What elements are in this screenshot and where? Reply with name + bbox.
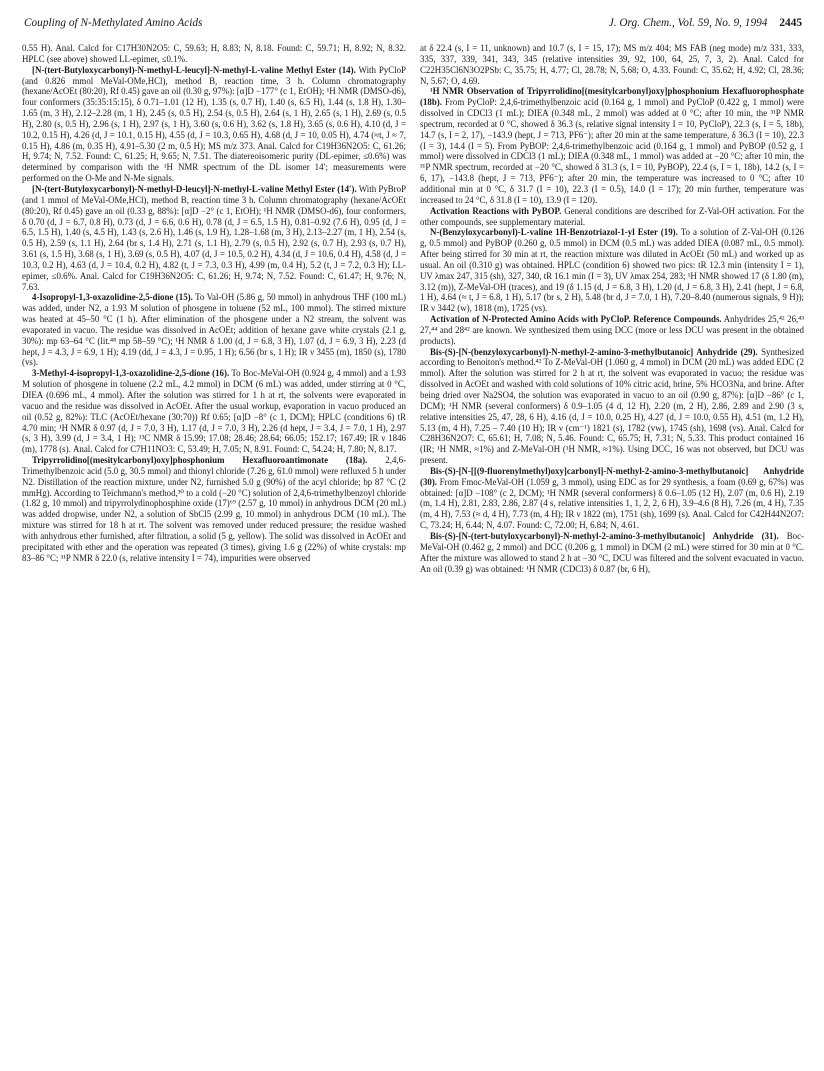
paragraph xyxy=(420,347,804,466)
paragraph-text: From PyCloP: 2,4,6-trimethylbenzoic acid (0.164 g, 1 mmol) and PyCloP (0.422 g, 1 mmol) were dissolved in CDCl3 (1 mL); DIEA (0.348 mL, 2 mmol) was added at 0 °C; after 10 min, the ³¹P NMR spectrum, recorded at 0 °C, showed δ 36.3 (s, relative signal intensity I = 10, PyCloP), 22.3 (s, I = 5, 18b), 14.7 (s, I = 2, 17), −143.9 (hept, J = 713, PF6⁻); after 20 min at the same temperature, δ 36.3 (I = 10), 22.3 (I = 3), 14.4 (I = 5). From PyBOP: 2,4,6-trimethylbenzoic acid (0.164 g, 1 mmol) and PyBOP (0.52 g, 1 mmol) were dissolved in CDCl3 (1 mL); DIEA (0.348 mL, 1 mmol) was added at −20 °C; after 10 min, the ³¹P NMR spectrum, recorded at −20 °C, showed δ 31.3 (s, I = 10, PyBOP), 22.4 (s, I = 1, 18b), 14.2 (s, I = 6, 17), −143.8 (hept, J = 713, PF6⁻); after 20 min, the temperature was increased to 0 °C; after 10 additional min at 0 °C, δ 31.7 (I = 10), 22.3 (I = 0.5), 14.0 (I = 17); 20 min further, temperature was increased to 24 °C, δ 31.8 (I = 10), 13.9 (I = 120). xyxy=(420,97,804,205)
paragraph-text: Synthesized according to Benoiton's method.⁴² To Z-MeVal-OH (1.060 g, 4 mmol) in DCM (20 mL) was added EDC (2 mmol). After the solution was stirred for 2 h at rt, the solvent was evaporated in vacuo; the residue was dissolved in AcOEt and washed with cold solutions of 10% citric acid, brine, 5% HCO3Na, and brine. After being dried over Na2SO4, the solution was evaporated in vacuo to an oil (0.90 g, 87%): [α]D −86° (c 1, DCM); ¹H NMR (several conformers) δ 0.9–1.05 (4 d, 12 H), 2.20 (m, 2 H), 2.86, 2.89 and 2.90 (3 s, relative intensities 25, 47, 28, 6 H), 4.16 (d, J = 10.0, 0.25 H), 4.27 (d, J = 10.0, 0.55 H), 4.51 (m, 1.2 H), 5.13 (m, 4 H), 7.25 – 7.40 (10 H); IR ν (cm⁻¹) 1821 (s), 1782 (vw), 1745 (sh), 1698 (vs). Anal. Calcd for C28H36N2O7: C, 65.61; H, 7.08; N, 5.46. Found: C, 65.75; H, 7.31; N, 5.33. This product contained 16 (IR; ¹H NMR, ≈1%) and Z-MeVal-OH (¹H NMR, ≈1%). Using DCC, 16 was not observed, but DCU was present. xyxy=(420,346,804,466)
right-column xyxy=(420,43,804,1063)
paragraph xyxy=(420,227,804,314)
paragraph-heading: Bis-(S)-[N-[[(9-fluorenylmethyl)oxy]carbonyl]-N-methyl-2-amino-3-methylbutanoic] Anhydride (30). xyxy=(420,465,804,487)
paragraph-heading: [N-(tert-Butyloxycarbonyl)-N-methyl-L-leucyl]-N-methyl-L-valine Methyl Ester (14). xyxy=(32,64,356,75)
paragraph-text: With PyBroP (and 1 mmol of MeVal-OMe,HCl), method B, reaction time 3 h. Column chromatography (hexane/AcOEt (80:20), Rf 0.45) gave an oil (0.33 g, 88%): [α]D −2° (c 1, EtOH); ¹H NMR (DMSO-d6), four conformers, δ 0.70 (d, J = 6.7, 0.8 H), 0.73 (d, J = 6.6, 0.6 H), 0.78 (d, J = 6.5, 1.5 H), 0.81–0.92 (7.6 H), 0.95 (d, J = 6.5, 1.5 H), 1.40 (s, 4.5 H), 1.43 (s, 2.6 H), 1.46 (s, 1.9 H), 1.28–1.68 (m, 3 H), 2.13–2.27 (m, 1 H), 2.54 (s, 0.5 H), 2.59 (s, 1.1 H), 2.64 (br s, 1.4 H), 2.71 (s, 1.1 H), 2.79 (s, 0.5 H), 2.92 (s, 0.7 H), 2.93 (s, 0.7 H), 3.61 (s, 1.5 H), 3.68 (s, 1 H), 3.69 (s, 0.5 H), 4.07 (d, J = 10.5, 0.2 H), 4.34 (d, J = 10.6, 0.4 H), 4.58 (d, J = 10.3, 0.2 H), 4.63 (d, J = 10.4, 0.2 H), 4.82 (t, J = 7.3, 0.3 H), 4.99 (m, 0.4 H), 5.2 (t, J = 7.2, 0.3 H); LL-epimer, ≤0.6%. Anal. Calcd for C19H36N2O5: C, 61.26; H, 9.74; N, 7.52. Found: C, 61.47; H, 9.76; N, 7.63. xyxy=(22,183,406,292)
paragraph xyxy=(22,455,406,563)
paragraph-heading: Bis-(S)-[N-(tert-butyloxycarbonyl)-N-methyl-2-amino-3-methylbutanoic] Anhydride (31). xyxy=(430,530,779,541)
paragraph xyxy=(420,86,804,205)
paragraph-text: To a solution of Z-Val-OH (0.126 g, 0.5 mmol) and PyBOP (0.260 g, 0.5 mmol) in DCM (0.5 mL) was added DIEA (0.087 mL, 0.5 mmol). After being stirred for 30 min at rt, the reaction mixture was diluted in AcOEt (50 mL) and worked up as usual. An oil (0.310 g) was obtained. HPLC (condition 6) showed two pics: tR 12.3 min (intensity I = 1), UV λmax 247, 315 (sh), 327, 340, tR 16.1 min (I = 3), UV λmax 254, 283; ¹H NMR showed 17 (δ 1.80 (m), 3.12 (m)), Z-MeVal-OH (traces), and 19 (δ 1.15 (d, J = 6.8, 3 H), 1.20 (d, J = 6.8, 3 H), 2.41 (hept, J = 6.8, 1 H), 4.64 (≈ t, J = 6.8, 1 H), 5.17 (br s, 2 H), 5.48 (br d, J = 7.0, 1 H), 7.20–8.40 (numerous signals, 9 H)); IR ν 3442 (w), 1818 (m), 1725 (vs). xyxy=(420,227,804,314)
paragraph-heading: Bis-(S)-[N-(benzyloxycarbonyl)-N-methyl-2-amino-3-methylbutanoic] Anhydride (29). xyxy=(430,346,758,357)
paragraph-text: From Fmoc-MeVal-OH (1.059 g, 3 mmol), using EDC as for 29 synthesis, a foam (0.69 g, 67%) was obtained: [α]D −108° (c 2, DCM); ¹H NMR (several conformers) δ 0.6–1.05 (12 H), 2.07 (m, 0.6 H), 2.19 (m, 1.4 H), 2.81, 2.83, 2.86, 2.87 (4 s, relative intensities 1, 1, 2, 2, 6 H), 3.9–4.6 (8 H), 7.26 (m, 4 H), 7.35 (m, 4 H), 7.53 (≈ d, 4 H), 7.73 (m, 4 H); IR ν 1822 (m), 1751 (sh), 1699 (s). Anal. Calcd for C42H44N2O7: C, 73.24; H, 6.44; N, 4.07. Found: C, 72.00; H, 6.84; N, 4.61. xyxy=(420,476,804,531)
paragraph xyxy=(420,531,804,574)
paragraph-heading: N-(Benzyloxycarbonyl)-L-valine 1H-Benzotriazol-1-yl Ester (19). xyxy=(430,227,678,238)
paragraph xyxy=(420,43,804,86)
paragraph-heading: [N-(tert-Butyloxycarbonyl)-N-methyl-D-leucyl]-N-methyl-L-valine Methyl Ester (14′). xyxy=(32,183,357,194)
paragraph xyxy=(22,184,406,292)
paragraph xyxy=(22,292,406,368)
paragraph-text: 0.55 H). Anal. Calcd for C17H30N2O5: C, 59.63; H, 8.83; N, 8.18. Found: C, 59.71; H, 8.92; N, 8.32. HPLC (see above) showed LL-epimer, ≤0.1%. xyxy=(22,43,406,64)
paragraph-text: at δ 22.4 (s, I = 11, unknown) and 10.7 (s, I = 15, 17); MS m/z 404; MS FAB (neg mode) m/z 331, 333, 335, 337, 339, 341, 343, 345 (relative intensities 39, 92, 100, 64, 25, 7, 3, 2). Anal. Calcd for C22H35Cl6N3O2PSb: C, 35.75; H, 4.77; Cl, 28.78; N, 5.68; O, 4.33. Found: C, 35.62; H, 4.92; Cl, 28.36; N, 5.67; O, 4.69. xyxy=(420,43,804,86)
paragraph-text: Boc-MeVal-OH (0.462 g, 2 mmol) and DCC (0.206 g, 1 mmol) in DCM (2 mL) were stirred for 30 min at 0 °C. After the mixture was allowed to stand 2 h at −30 °C, DCU was filtered and the solvent evacuated in vacuo. An oil (0.39 g) was obtained: ¹H NMR (CDCl3) δ 0.87 (br, 6 H), xyxy=(420,530,804,574)
paragraph-heading: 4-Isopropyl-1,3-oxazolidine-2,5-dione (15). xyxy=(32,292,193,303)
paragraph-text: 2,4,6-Trimethylbenzoic acid (5.0 g, 30.5 mmol) and thionyl chloride (7.26 g, 61.0 mmol) were refluxed 5 h under N2. Distillation of the reaction mixture, under N2, furnished 5.0 g (90%) of the acyl chloride; bp 87 °C (2 mmHg). According to Teichmann's method,³⁰ to a cold (−20 °C) solution of 2,4,6-trimethylbenzoyl chloride (1.82 g, 10 mmol) and tripyrrolydinophosphine oxide (17)⁶⁹ (2.57 g, 10 mmol) in anhydrous DCM (20 mL) was added dropwise, under N2, a solution of SbCl5 (2.99 g, 10 mmol) in anhydrous DCM (10 mL). The mixture was stirred for 18 h at rt. The solvent was removed under reduced pressure; the residue washed with anhydrous ether furnished, after filtration, a solid (5 g, yellow). The solid was dissolved in AcOEt and precipitated with ether and the operation was repeated (3 times), giving 1.6 g (22%) of white crystals: mp 83–86 °C; ³¹P NMR δ 22.0 (s, relative intensity I = 74), impurities were observed xyxy=(22,455,406,563)
paragraph-heading: 3-Methyl-4-isopropyl-1,3-oxazolidine-2,5-dione (16). xyxy=(32,368,230,379)
paragraph xyxy=(420,206,804,228)
paragraph xyxy=(22,65,406,184)
paragraph-text: With PyCloP (and 0.826 mmol MeVal-OMe,HCl), method B, reaction time, 3 h. Column chromatography (hexane/AcOEt (80:20), Rf 0.45) gave an oil (0.30 g, 97%): [α]D −177° (c 1, EtOH); ¹H NMR (DMSO-d6), four conformers (35:35:15:15), δ 0.71–1.01 (12 H), 1.35 (s, 0.7 H), 1.40 (s, 6.5 H), 1.44 (s, 1.8 H), 1.30–1.65 (m, 3 H), 2.12–2.28 (m, 1 H), 2.45 (s, 0.5 H), 2.54 (s, 0.5 H), 2.64 (s, 1 H), 2.65 (s, 1 H), 2.69 (s, 0.5 H), 2.80 (s, 0.5 H), 2.96 (s, 1 H), 2.97 (s, 1 H), 3.60 (s, 0.6 H), 3.62 (s, 1.8 H), 3.65 (s, 0.6 H), 4.10 (d, J = 10.2, 0.15 H), 4.26 (d, J = 10.1, 0.15 H), 4.55 (d, J = 10.3, 0.65 H), 4.68 (d, J = 10, 0.05 H), 4.74 (≈t, J ≈ 7, 0.15 H), 4.86 (m, 0.35 H), 4.91–5.30 (2 m, 0.5 H); MS m/z 373. Anal. Calcd for C19H36N2O5: C, 61.26; H, 9.74; N, 7.52. Found: C, 61.25; H, 9.65; N, 7.51. The diatereoisomeric purity (DL-epimer, ≤0.6%) was determined by comparison with the ¹H NMR spectrum of the DL isomer 14′; measurements were performed on the O-Me and N-Me signals. xyxy=(22,64,406,184)
paragraph xyxy=(420,466,804,531)
paragraph xyxy=(22,43,406,65)
running-header xyxy=(24,17,802,35)
page-number: 2445 xyxy=(779,17,802,29)
paragraph xyxy=(420,314,804,347)
running-title: Coupling of N-Methylated Amino Acids xyxy=(24,17,203,29)
paragraph-text: Anhydrides 25,⁴² 26,⁴³ 27,⁴⁴ and 28⁴² are known. We synthesized them using DCC (more or less DCU was present in the obtained products). xyxy=(420,314,804,346)
paragraph-heading: Activation Reactions with PyBOP. xyxy=(430,205,562,216)
paragraph-text: General conditions are described for Z-Val-OH activation. For the other compounds, see supplementary material. xyxy=(420,205,804,227)
paragraph-text: To Boc-MeVal-OH (0.924 g, 4 mmol) and a 1.93 M solution of phosgene in toluene (2.2 mL, 4.2 mmol) in DCM (6 mL) was added, under stirring at 0 °C, DIEA (0.696 mL, 4 mmol). After the solution was stirred for 1 h at rt, the solvents were evaporated in vacuo and the residue was dissolved in AcOEt. After the usual workup, evaporation in vacuo produced an oil (0.52 g, 82%): TLC (AcOEt/hexane (30:70)) Rf 0.65; [α]D −8° (c 1, DCM); HPLC (conditions 6) tR 4.70 min; ¹H NMR δ 0.97 (d, J = 7.0, 3 H), 1.17 (d, J = 7.0, 3 H), 2.26 (d hept, J = 3.4, J = 7.0, 1 H), 2.97 (s, 3 H), 3.99 (d, J = 3.4, 1 H); ¹³C NMR δ 15.99; 17.08; 28.46; 28.64; 66.05; 152.17; 167.49; IR ν 1846 (m), 1778 (s). Anal. Calcd for C7H11NO3: C, 53.49; H, 7.05; N, 8.91. Found: C, 54.24; H, 7.80; N, 8.17. xyxy=(22,368,406,455)
paragraph-heading: Activation of N-Protected Amino Acids with PyCloP. Reference Compounds. xyxy=(430,314,722,325)
paragraph-heading: Tripyrrolidino[(mesitylcarbonyl)oxy]phosphonium Hexafluoroantimonate (18a). xyxy=(32,455,368,466)
paragraph-text: To Val-OH (5.86 g, 50 mmol) in anhydrous THF (100 mL) was added, under N2, a 1.93 M solution of phosgene in toluene (52 mL, 100 mmol). The stirred mixture was heated at 45–50 °C (1 h). After elimination of the phosgene under a N2 stream, the solvent was evaporated in vacuo. The residue was dissolved in AcOEt; addition of hexane gave white crystals (2.1 g, 30%): mp 63–64 °C (lit.⁴⁸ mp 58–59 °C); ¹H NMR δ 1.00 (d, J = 6.8, 3 H), 1.07 (d, J = 6.9, 3 H), 2.23 (d hept, J = 4.3, J = 6.9, 1 H); 4.19 (dd, J = 4.3, J = 0.95, 1 H); 6.56 (br s, 1 H); IR ν 3455 (m), 1850 (s), 1780 (vs). xyxy=(22,292,406,368)
body-columns xyxy=(22,43,804,1063)
paragraph-heading: ¹H NMR Observation of Tripyrrolidino[(mesitylcarbonyl)oxy]phosphonium Hexafluorophosphate (18b). xyxy=(420,86,804,108)
journal-citation: J. Org. Chem., Vol. 59, No. 9, 1994 xyxy=(608,17,768,29)
left-column xyxy=(22,43,406,1063)
paragraph xyxy=(22,368,406,455)
